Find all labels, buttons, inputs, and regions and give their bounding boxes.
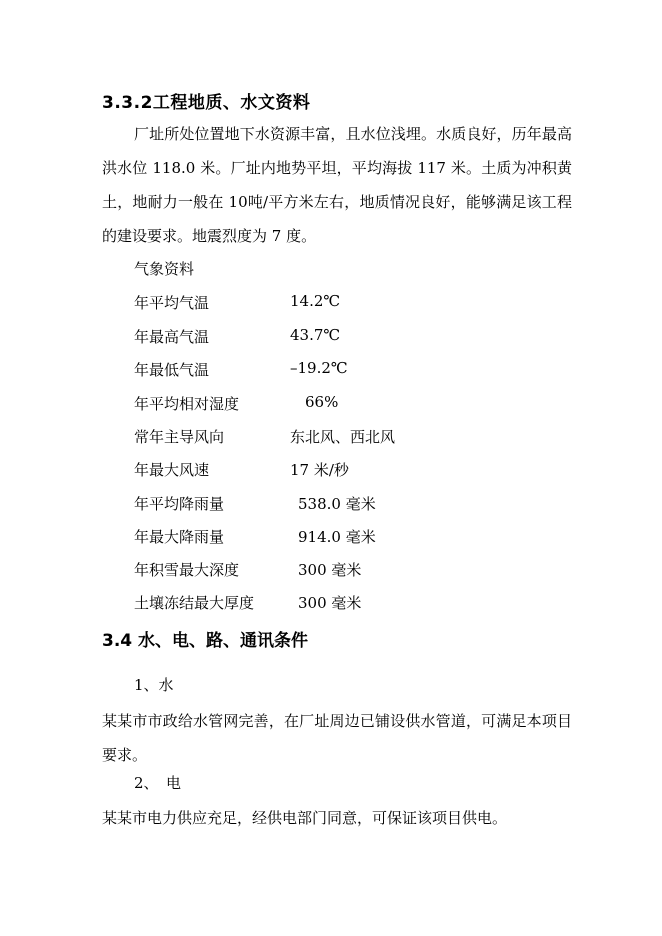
- power-paragraph: 某某市电力供应充足，经供电部门同意，可保证该项目供电。: [102, 809, 508, 827]
- item-title-water: 1、水: [134, 676, 174, 694]
- weather-label: 年最低气温: [134, 361, 210, 379]
- weather-label: 年积雪最大深度: [134, 561, 240, 579]
- item-title-power: 2、 电: [134, 774, 182, 792]
- weather-value: 43.7℃: [290, 326, 341, 344]
- site-geology-paragraph: 厂址所处位置地下水资源丰富，且水位浅埋。水质良好，历年最高洪水位 118.0 米。厂址内地势平坦，平均海拔 117 米。土质为冲积黄土，地耐力一般在 10吨/平方米左右，地质情况良好，能够满足该工程的建设要求。地震烈度为 7 度。: [102, 125, 572, 245]
- weather-value: 914.0 毫米: [298, 528, 376, 546]
- weather-value: 300 毫米: [298, 561, 362, 579]
- weather-label: 土壤冻结最大厚度: [134, 594, 255, 612]
- weather-label: 年平均降雨量: [134, 495, 225, 513]
- weather-value: 66%: [305, 393, 339, 411]
- water-paragraph: 某某市市政给水管网完善，在厂址周边已铺设供水管道，可满足本项目要求。: [102, 712, 572, 764]
- section-heading-3-4: 3.4 水、电、路、通讯条件: [102, 631, 309, 651]
- weather-label: 年平均相对湿度: [134, 395, 240, 413]
- weather-value: 14.2℃: [290, 292, 341, 310]
- weather-value: 538.0 毫米: [298, 495, 376, 513]
- weather-value: 东北风、西北风: [290, 428, 396, 446]
- weather-value: 17 米/秒: [290, 461, 349, 479]
- weather-label: 年最大风速: [134, 461, 210, 479]
- weather-value: –19.2℃: [290, 359, 348, 377]
- weather-value: 300 毫米: [298, 594, 362, 612]
- weather-label: 年最高气温: [134, 328, 210, 346]
- weather-label: 常年主导风向: [134, 428, 225, 446]
- weather-data-title: 气象资料: [134, 260, 195, 278]
- weather-label: 年最大降雨量: [134, 528, 225, 546]
- section-heading-3-3-2: 3.3.2工程地质、水文资料: [102, 93, 311, 113]
- weather-label: 年平均气温: [134, 294, 210, 312]
